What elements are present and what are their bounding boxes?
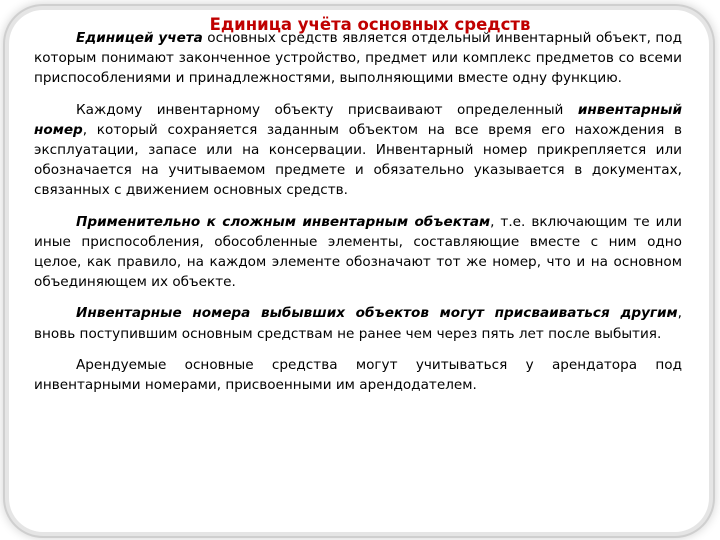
paragraph-text: , т.е. включающим те или иные приспособления, обособленные элементы, составляющие вместе с ним одно целое, как правило, на каждом элементе обозначают тот же номер, что и на основном объединяющем их объекте. [34,213,682,291]
paragraph-text: , вновь поступившим основным средствам не ранее чем через пять лет после выбытия. [34,305,682,342]
paragraph-leased-assets [34,355,682,395]
paragraph-accounting-unit [34,28,682,89]
paragraph-inventory-number [34,100,682,201]
paragraph-retired-numbers [34,303,682,343]
paragraph-emphasis: Единицей учета [76,30,203,46]
paragraph-text: основных средств является отдельный инвентарный объект, под которым понимают законченное устройство, предмет или комплекс предметов со всеми приспособлениями и принадлежностями, выполняющими вместе одну функцию. [34,30,682,87]
slide-body [34,28,682,395]
paragraph-complex-objects [34,212,682,293]
paragraph-text: , который сохраняется заданным объектом на все время его нахождения в эксплуатации, запасе или на консервации. Инвентарный номер прикрепляется или обозначается на учитываемом предмете и обязательно указывается в документах, связанных с движением основных средств. [34,121,682,199]
paragraph-emphasis: Инвентарные номера выбывших объектов могут присваиваться другим [76,305,678,322]
paragraph-emphasis: инвентарный номер [34,101,682,138]
slide-title: Единица учёта основных средств [209,15,531,34]
paragraph-text: Арендуемые основные средства могут учитываться у арендатора под инвентарными номерами, присвоенными им арендодателем. [34,356,682,394]
paragraph-emphasis: Применительно к сложным инвентарным объектам [76,213,491,230]
paragraph-lead: Каждому инвентарному объекту присваивают определенный [76,101,578,118]
